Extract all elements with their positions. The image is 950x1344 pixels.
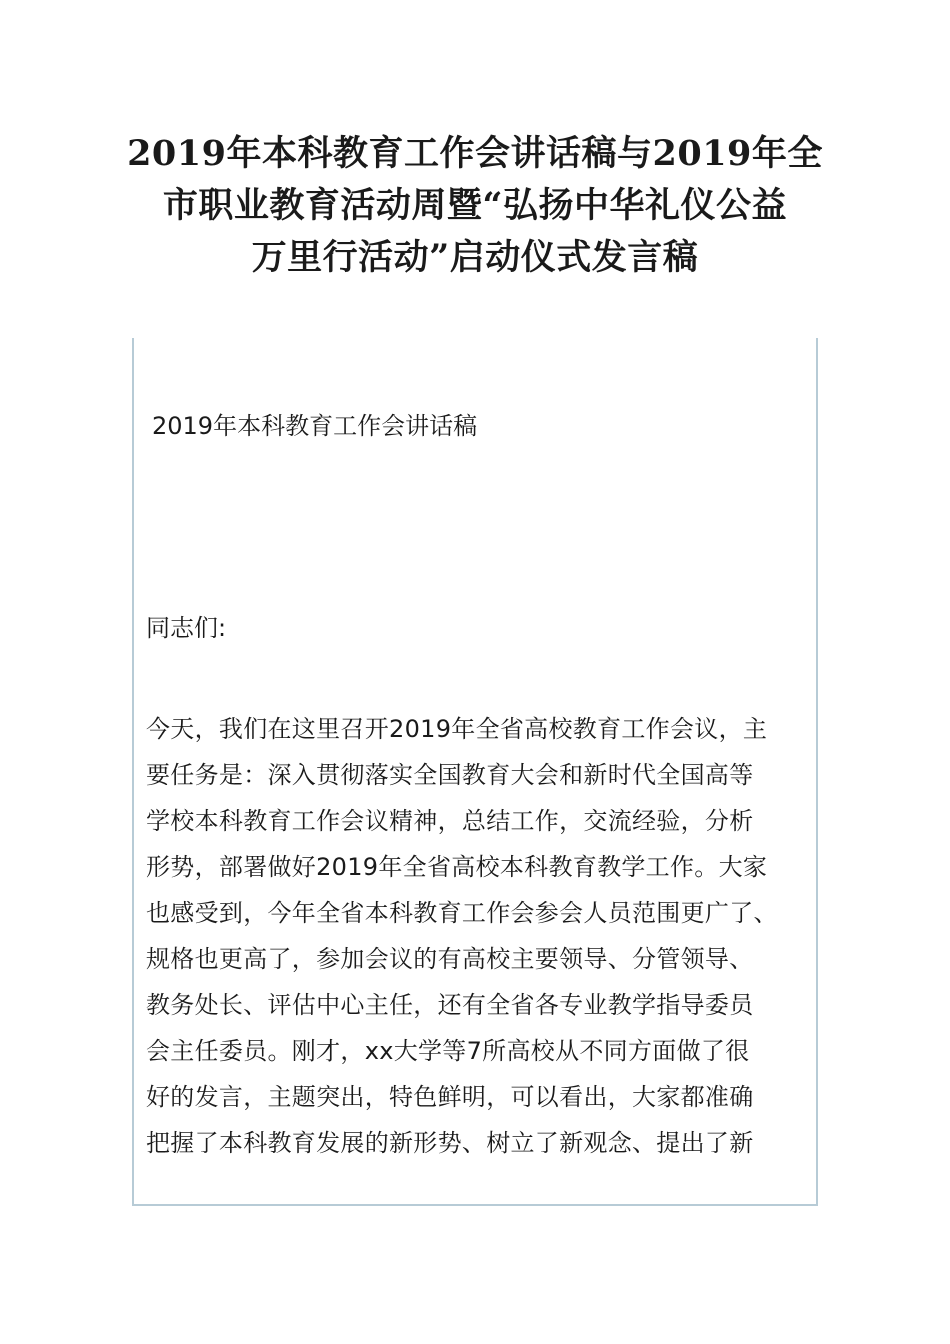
document-title — [120, 128, 830, 284]
body-line: 要任务是：深入贯彻落实全国教育大会和新时代全国高等 — [146, 761, 754, 789]
title-line: 万里行活动”启动仪式发言稿 — [251, 237, 699, 278]
title-line: 2019年本科教育工作会讲话稿与2019年全 — [127, 133, 823, 174]
body-line: 形势，部署做好2019年全省高校本科教育教学工作。大家 — [146, 853, 768, 881]
body-line: 会主任委员。刚才，xx大学等7所高校从不同方面做了很 — [146, 1037, 750, 1065]
title-line: 市职业教育活动周暨“弘扬中华礼仪公益 — [162, 185, 788, 226]
body-line: 学校本科教育工作会议精神，总结工作，交流经验，分析 — [146, 807, 754, 835]
section-heading: 2019年本科教育工作会讲话稿 — [152, 412, 478, 440]
body-line: 教务处长、评估中心主任，还有全省各专业教学指导委员 — [146, 991, 754, 1019]
body-paragraph — [146, 706, 812, 1166]
salutation: 同志们: — [146, 614, 227, 642]
body-line: 把握了本科教育发展的新形势、树立了新观念、提出了新 — [146, 1129, 754, 1157]
body-line: 也感受到，今年全省本科教育工作会参会人员范围更广了、 — [146, 899, 778, 927]
body-line: 好的发言，主题突出，特色鲜明，可以看出，大家都准确 — [146, 1083, 754, 1111]
body-line: 规格也更高了，参加会议的有高校主要领导、分管领导、 — [146, 945, 754, 973]
body-line: 今天，我们在这里召开2019年全省高校教育工作会议，主 — [146, 715, 768, 743]
